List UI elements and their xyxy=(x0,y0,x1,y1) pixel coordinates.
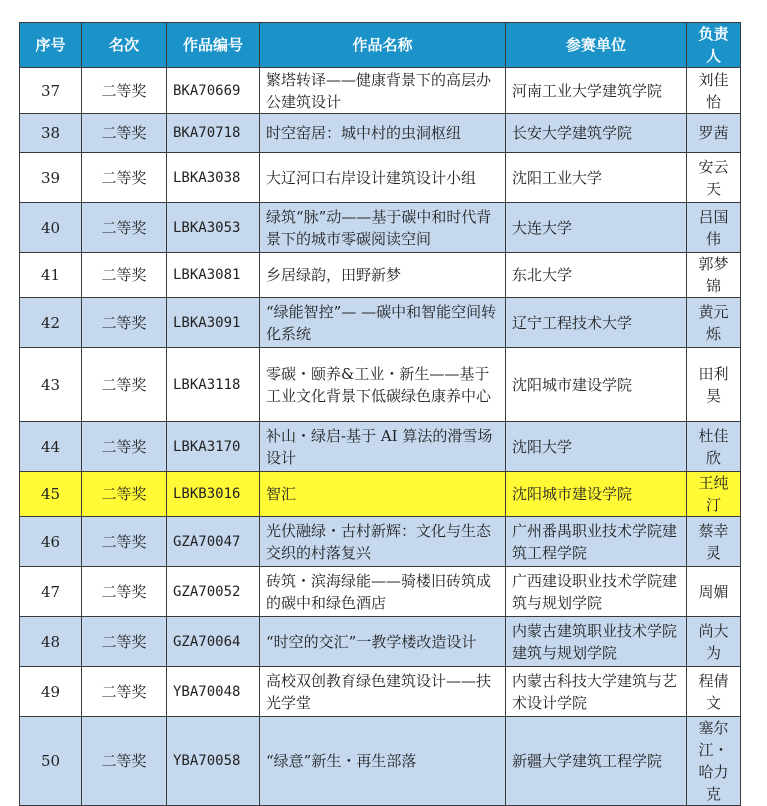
cell-unit: 大连大学 xyxy=(506,203,687,253)
cell-title: 绿筑“脉”动——基于碳中和时代背景下的城市零碳阅读空间 xyxy=(260,203,506,253)
cell-seq: 44 xyxy=(20,422,82,472)
cell-unit: 东北大学 xyxy=(506,253,687,298)
table-row xyxy=(20,203,741,253)
cell-unit: 辽宁工程技术大学 xyxy=(506,298,687,348)
cell-seq: 42 xyxy=(20,298,82,348)
cell-code: LBKA3081 xyxy=(167,253,260,298)
cell-seq: 50 xyxy=(20,717,82,806)
cell-rank: 二等奖 xyxy=(82,348,167,422)
header-title: 作品名称 xyxy=(260,23,506,68)
cell-unit: 长安大学建筑学院 xyxy=(506,114,687,153)
cell-leader: 黄元烁 xyxy=(687,298,741,348)
cell-title: “时空的交汇”一教学楼改造设计 xyxy=(260,617,506,667)
cell-title: 零碳・颐养&工业・新生——基于工业文化背景下低碳绿色康养中心 xyxy=(260,348,506,422)
cell-title: “绿意”新生・再生部落 xyxy=(260,717,506,806)
cell-leader: 程倩文 xyxy=(687,667,741,717)
cell-unit: 沈阳大学 xyxy=(506,422,687,472)
table-row xyxy=(20,617,741,667)
cell-title: 砖筑・滨海绿能——骑楼旧砖筑成的碳中和绿色酒店 xyxy=(260,567,506,617)
table-row xyxy=(20,253,741,298)
cell-leader: 吕国伟 xyxy=(687,203,741,253)
cell-code: BKA70718 xyxy=(167,114,260,153)
cell-code: GZA70047 xyxy=(167,517,260,567)
cell-rank: 二等奖 xyxy=(82,298,167,348)
cell-seq: 45 xyxy=(20,472,82,517)
table-row-highlighted xyxy=(20,472,741,517)
table-body xyxy=(20,68,741,806)
cell-code: LBKB3016 xyxy=(167,472,260,517)
cell-seq: 40 xyxy=(20,203,82,253)
cell-leader: 刘佳怡 xyxy=(687,68,741,114)
table-row xyxy=(20,517,741,567)
cell-unit: 新疆大学建筑工程学院 xyxy=(506,717,687,806)
cell-leader: 蔡幸灵 xyxy=(687,517,741,567)
cell-rank: 二等奖 xyxy=(82,472,167,517)
award-list xyxy=(19,22,740,806)
cell-leader: 罗茜 xyxy=(687,114,741,153)
cell-rank: 二等奖 xyxy=(82,517,167,567)
cell-title: 繁塔转译——健康背景下的高层办公建筑设计 xyxy=(260,68,506,114)
cell-unit: 内蒙古建筑职业技术学院建筑与规划学院 xyxy=(506,617,687,667)
cell-leader: 尚大为 xyxy=(687,617,741,667)
table-row xyxy=(20,68,741,114)
cell-unit: 沈阳城市建设学院 xyxy=(506,348,687,422)
cell-unit: 沈阳城市建设学院 xyxy=(506,472,687,517)
cell-leader: 周媚 xyxy=(687,567,741,617)
cell-unit: 内蒙古科技大学建筑与艺术设计学院 xyxy=(506,667,687,717)
cell-title: “绿能智控”— —碳中和智能空间转化系统 xyxy=(260,298,506,348)
cell-unit: 河南工业大学建筑学院 xyxy=(506,68,687,114)
header-unit: 参赛单位 xyxy=(506,23,687,68)
cell-title: 大辽河口右岸设计建筑设计小组 xyxy=(260,153,506,203)
cell-rank: 二等奖 xyxy=(82,68,167,114)
cell-rank: 二等奖 xyxy=(82,114,167,153)
cell-seq: 48 xyxy=(20,617,82,667)
header-rank: 名次 xyxy=(82,23,167,68)
cell-title: 补山・绿启-基于 AI 算法的滑雪场设计 xyxy=(260,422,506,472)
table-row xyxy=(20,153,741,203)
cell-code: GZA70064 xyxy=(167,617,260,667)
table-row xyxy=(20,348,741,422)
table-header xyxy=(20,23,741,68)
cell-seq: 38 xyxy=(20,114,82,153)
cell-rank: 二等奖 xyxy=(82,567,167,617)
header-code: 作品编号 xyxy=(167,23,260,68)
cell-seq: 37 xyxy=(20,68,82,114)
cell-leader: 杜佳欣 xyxy=(687,422,741,472)
cell-rank: 二等奖 xyxy=(82,667,167,717)
cell-code: LBKA3038 xyxy=(167,153,260,203)
cell-seq: 41 xyxy=(20,253,82,298)
cell-unit: 广州番禺职业技术学院建筑工程学院 xyxy=(506,517,687,567)
cell-code: LBKA3053 xyxy=(167,203,260,253)
cell-leader: 安云天 xyxy=(687,153,741,203)
cell-title: 乡居绿韵，田野新梦 xyxy=(260,253,506,298)
award-table xyxy=(19,22,741,806)
cell-code: GZA70052 xyxy=(167,567,260,617)
cell-code: LBKA3170 xyxy=(167,422,260,472)
table-row xyxy=(20,422,741,472)
cell-title: 高校双创教育绿色建筑设计——扶光学堂 xyxy=(260,667,506,717)
header-seq: 序号 xyxy=(20,23,82,68)
cell-rank: 二等奖 xyxy=(82,253,167,298)
table-row xyxy=(20,667,741,717)
header-row xyxy=(20,23,741,68)
table-row xyxy=(20,567,741,617)
cell-title: 智汇 xyxy=(260,472,506,517)
table-row xyxy=(20,114,741,153)
cell-title: 时空窑居：城中村的虫洞枢纽 xyxy=(260,114,506,153)
cell-rank: 二等奖 xyxy=(82,617,167,667)
table-row xyxy=(20,298,741,348)
cell-unit: 广西建设职业技术学院建筑与规划学院 xyxy=(506,567,687,617)
cell-code: LBKA3118 xyxy=(167,348,260,422)
cell-code: YBA70058 xyxy=(167,717,260,806)
header-leader: 负责人 xyxy=(687,23,741,68)
cell-rank: 二等奖 xyxy=(82,422,167,472)
cell-seq: 39 xyxy=(20,153,82,203)
cell-seq: 49 xyxy=(20,667,82,717)
cell-rank: 二等奖 xyxy=(82,717,167,806)
cell-code: YBA70048 xyxy=(167,667,260,717)
cell-leader: 王纯汀 xyxy=(687,472,741,517)
cell-rank: 二等奖 xyxy=(82,153,167,203)
cell-leader: 塞尔江・哈力克 xyxy=(687,717,741,806)
cell-seq: 47 xyxy=(20,567,82,617)
cell-unit: 沈阳工业大学 xyxy=(506,153,687,203)
cell-title: 光伏融绿・古村新辉：文化与生态交织的村落复兴 xyxy=(260,517,506,567)
cell-code: BKA70669 xyxy=(167,68,260,114)
cell-seq: 46 xyxy=(20,517,82,567)
cell-rank: 二等奖 xyxy=(82,203,167,253)
cell-code: LBKA3091 xyxy=(167,298,260,348)
table-row xyxy=(20,717,741,806)
cell-leader: 田利昊 xyxy=(687,348,741,422)
cell-seq: 43 xyxy=(20,348,82,422)
cell-leader: 郭梦锦 xyxy=(687,253,741,298)
